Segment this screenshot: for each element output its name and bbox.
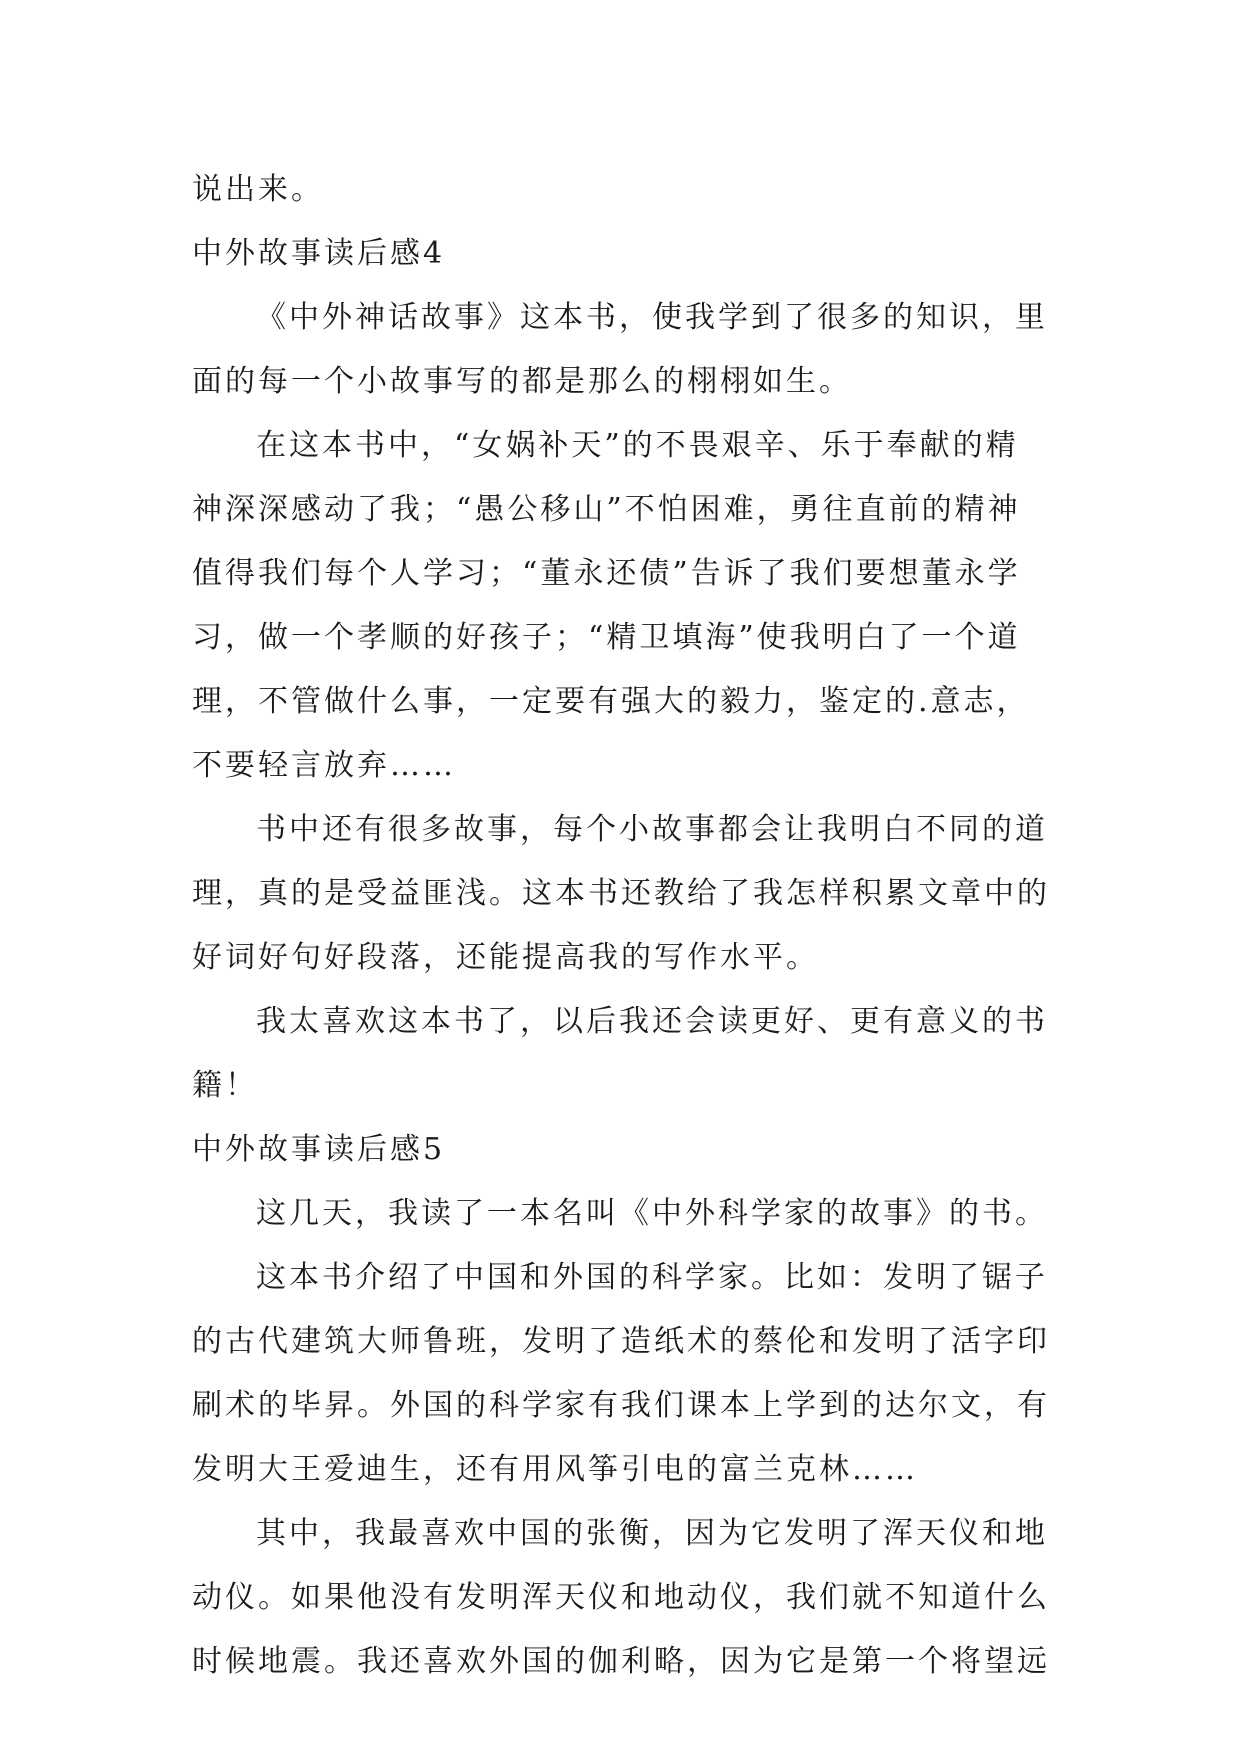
paragraph-line: 发明大王爱迪生，还有用风筝引电的富兰克林…… [192, 1452, 918, 1487]
document-page [192, 158, 1052, 1694]
paragraph-line: 说出来。 [192, 172, 324, 207]
paragraph-line: 其中，我最喜欢中国的张衡，因为它发明了浑天仪和地 [256, 1516, 1048, 1551]
section-heading: 中外故事读后感4 [192, 236, 446, 271]
paragraph-line: 籍！ [192, 1068, 258, 1103]
paragraph-line: 理，真的是受益匪浅。这本书还教给了我怎样积累文章中的 [192, 876, 1050, 911]
paragraph-line: 好词好句好段落，还能提高我的写作水平。 [192, 940, 819, 975]
paragraph-line: 我太喜欢这本书了，以后我还会读更好、更有意义的书 [256, 1004, 1048, 1039]
paragraph-line: 刷术的毕昇。外国的科学家有我们课本上学到的达尔文，有 [192, 1388, 1050, 1423]
paragraph-line: 不要轻言放弃…… [192, 748, 456, 783]
paragraph-line: 在这本书中，“女娲补天”的不畏艰辛、乐于奉献的精 [256, 428, 1019, 463]
paragraph-line: 这本书介绍了中国和外国的科学家。比如：发明了锯子 [256, 1260, 1048, 1295]
paragraph-line: 的古代建筑大师鲁班，发明了造纸术的蔡伦和发明了活字印 [192, 1324, 1050, 1359]
paragraph-line: 理，不管做什么事，一定要有强大的毅力，鉴定的.意志， [192, 684, 1030, 719]
paragraph-line: 习，做一个孝顺的好孩子；“精卫填海”使我明白了一个道 [192, 620, 1021, 655]
paragraph-line: 《中外神话故事》这本书，使我学到了很多的知识，里 [256, 300, 1048, 335]
paragraph-line: 神深深感动了我；“愚公移山”不怕困难，勇往直前的精神 [192, 492, 1021, 527]
paragraph-line: 面的每一个小故事写的都是那么的栩栩如生。 [192, 364, 852, 399]
paragraph-line: 值得我们每个人学习；“董永还债”告诉了我们要想董永学 [192, 556, 1021, 591]
paragraph-line: 这几天，我读了一本名叫《中外科学家的故事》的书。 [256, 1196, 1048, 1231]
paragraph-line: 书中还有很多故事，每个小故事都会让我明白不同的道 [256, 812, 1048, 847]
paragraph-line: 动仪。如果他没有发明浑天仪和地动仪，我们就不知道什么 [192, 1580, 1050, 1615]
paragraph-line: 时候地震。我还喜欢外国的伽利略，因为它是第一个将望远 [192, 1644, 1050, 1679]
section-heading: 中外故事读后感5 [192, 1132, 446, 1167]
